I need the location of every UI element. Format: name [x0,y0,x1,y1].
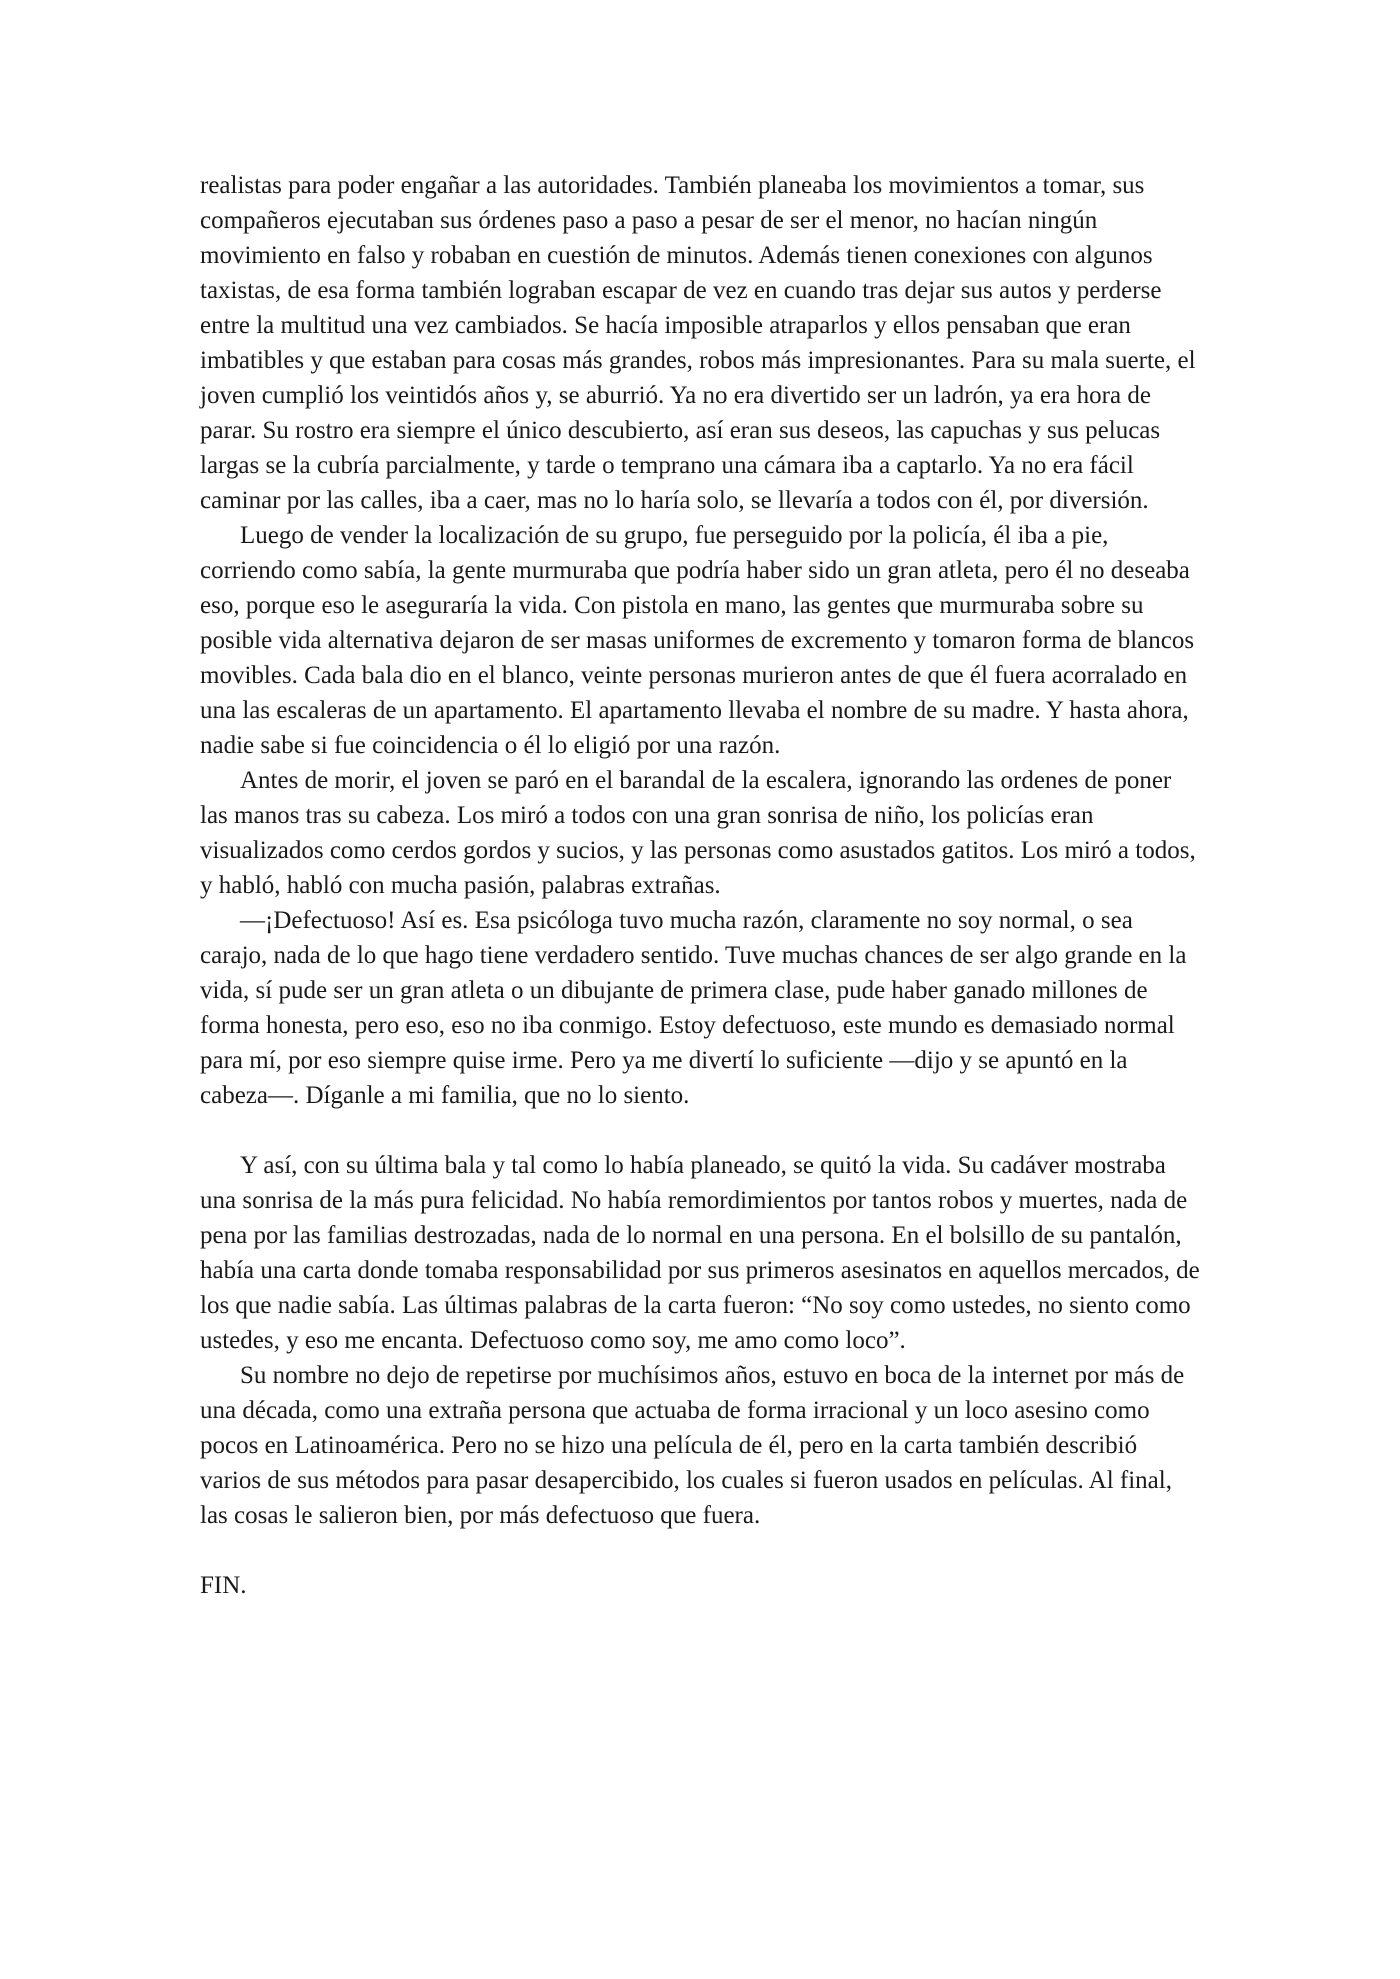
paragraph-2: Luego de vender la localización de su grupo, fue perseguido por la policía, él iba a pie, corriendo como sabía, la gente murmuraba que podría haber sido un gran atleta, pero él no deseaba eso, porque eso le aseguraría la vida. Con pistola en mano, las gentes que murmuraba sobre su posible vida alternativa dejaron de ser masas uniformes de excremento y tomaron forma de blancos movibles. Cada bala dio en el blanco, veinte personas murieron antes de que él fuera acorralado en una las escaleras de un apartamento. El apartamento llevaba el nombre de su madre. Y hasta ahora, nadie sabe si fue coincidencia o él lo eligió por una razón. [200,522,1195,759]
paragraph-1: realistas para poder engañar a las autoridades. También planeaba los movimientos a tomar, sus compañeros ejecutaban sus órdenes paso a paso a pesar de ser el menor, no hacían ningún movimiento en falso y robaban en cuestión de minutos. Además tienen conexiones con algunos taxistas, de esa forma también lograban escapar de vez en cuando tras dejar sus autos y perderse entre la multitud una vez cambiados. Se hacía imposible atraparlos y ellos pensaban que eran imbatibles y que estaban para cosas más grandes, robos más impresionantes. Para su mala suerte, el joven cumplió los veintidós años y, se aburrió. Ya no era divertido ser un ladrón, ya era hora de parar. Su rostro era siempre el único descubierto, así eran sus deseos, las capuchas y sus pelucas largas se la cubría parcialmente, y tarde o temprano una cámara iba a captarlo. Ya no era fácil caminar por las calles, iba a caer, mas no lo haría solo, se llevaría a todos con él, por diversión. [200,172,1196,514]
paragraph-5: Y así, con su última bala y tal como lo había planeado, se quitó la vida. Su cadáver mostraba una sonrisa de la más pura felicidad. No había remordimientos por tantos robos y muertes, nada de pena por las familias destrozadas, nada de lo normal en una persona. En el bolsillo de su pantalón, había una carta donde tomaba responsabilidad por sus primeros asesinatos en aquellos mercados, de los que nadie sabía. Las últimas palabras de la carta fueron: “No soy como ustedes, no siento como ustedes, y eso me encanta. Defectuoso como soy, me amo como loco”. [200,1152,1200,1354]
ending-text: FIN. [200,1572,247,1599]
paragraph-3: Antes de morir, el joven se paró en el barandal de la escalera, ignorando las ordenes de poner las manos tras su cabeza. Los miró a todos con una gran sonrisa de niño, los policías eran visualizados como cerdos gordos y sucios, y las personas como asustados gatitos. Los miró a todos, y habló, habló con mucha pasión, palabras extrañas. [200,767,1196,899]
document-page [200,168,1200,1603]
paragraph-4-dialogue: —¡Defectuoso! Así es. Esa psicóloga tuvo mucha razón, claramente no soy normal, o sea carajo, nada de lo que hago tiene verdadero sentido. Tuve muchas chances de ser algo grande en la vida, sí pude ser un gran atleta o un dibujante de primera clase, pude haber ganado millones de forma honesta, pero eso, eso no iba conmigo. Estoy defectuoso, este mundo es demasiado normal para mí, por eso siempre quise irme. Pero ya me divertí lo suficiente —dijo y se apuntó en la cabeza—. Díganle a mi familia, que no lo siento. [200,907,1187,1109]
paragraph-6: Su nombre no dejo de repetirse por muchísimos años, estuvo en boca de la internet por más de una década, como una extraña persona que actuaba de forma irracional y un loco asesino como pocos en Latinoamérica. Pero no se hizo una película de él, pero en la carta también describió varios de sus métodos para pasar desapercibido, los cuales si fueron usados en películas. Al final, las cosas le salieron bien, por más defectuoso que fuera. [200,1362,1185,1529]
